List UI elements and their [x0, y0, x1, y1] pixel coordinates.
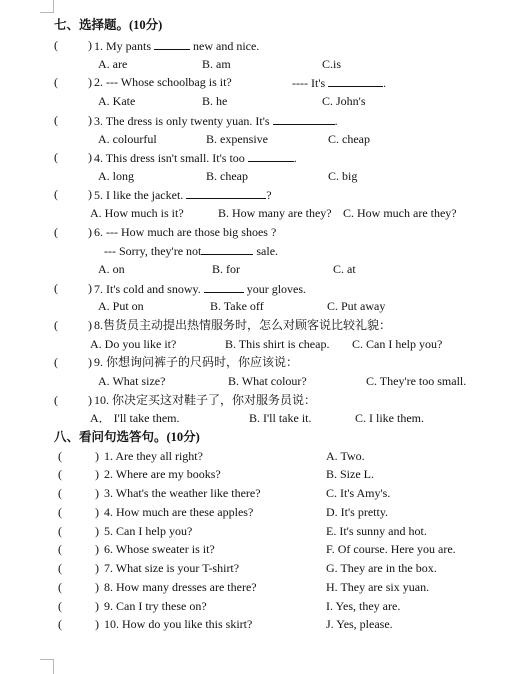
answer-blank[interactable] — [186, 187, 266, 199]
end-mark: your gloves. — [246, 282, 307, 296]
option-b: B. for — [212, 262, 240, 276]
answer-paren-close: ) — [88, 225, 92, 239]
section-heading: 七、选择题。(10分) — [54, 18, 163, 32]
question-text: 1. Are they all right? — [104, 449, 203, 463]
crop-mark-top — [40, 0, 54, 13]
option-a: A. are — [98, 57, 128, 71]
answer-paren-open[interactable]: ( — [54, 38, 58, 52]
option-c: C. John's — [322, 94, 366, 108]
answer-blank[interactable] — [328, 75, 383, 87]
answer-paren-open[interactable]: ( — [54, 150, 58, 164]
answer-paren-close: ) — [95, 580, 99, 594]
question-text: 7. What size is your T-shirt? — [104, 561, 240, 575]
option-c: C. cheap — [328, 132, 370, 146]
answer-paren-close: ) — [88, 113, 92, 127]
reply-text: --- Sorry, they're not — [104, 244, 202, 258]
answer-choice: F. Of course. Here you are. — [326, 542, 456, 556]
option-a: A. Do you like it? — [90, 337, 177, 351]
option-b: B. What colour? — [228, 374, 307, 388]
answer-paren-close: ) — [88, 38, 92, 52]
question-text: 6. --- How much are those big shoes ? — [94, 225, 277, 239]
answer-paren-open[interactable]: ( — [54, 355, 58, 369]
answer-paren-open[interactable]: ( — [58, 505, 62, 519]
answer-paren-open[interactable]: ( — [58, 542, 62, 556]
question-stem — [94, 225, 276, 240]
crop-mark-bottom — [40, 659, 54, 674]
question-text-after: new and nice. — [193, 39, 260, 53]
answer-paren-close: ) — [88, 187, 92, 201]
option-c: C. Put away — [327, 299, 386, 313]
question-text: 4. This dress isn't small. It's too — [94, 151, 245, 165]
option-a: A. Put on — [98, 299, 144, 313]
answer-paren-open[interactable]: ( — [54, 75, 58, 89]
answer-paren-close: ) — [95, 467, 99, 481]
answer-blank[interactable] — [248, 150, 294, 162]
question-stem — [94, 113, 338, 129]
question-text: 6. Whose sweater is it? — [104, 542, 215, 556]
answer-choice: E. It's sunny and hot. — [326, 524, 427, 538]
end-mark: . — [383, 76, 387, 90]
answer-choice: B. Size L. — [326, 467, 374, 481]
end-mark: ? — [266, 188, 272, 202]
question-stem — [94, 150, 297, 166]
end-mark: sale. — [256, 244, 279, 258]
option-b: B. he — [202, 94, 228, 108]
answer-paren-open[interactable]: ( — [58, 486, 62, 500]
question-stem — [94, 393, 316, 408]
reply-line — [104, 243, 278, 259]
answer-blank[interactable] — [154, 38, 190, 50]
answer-paren-open[interactable]: ( — [58, 561, 62, 575]
answer-paren-open[interactable]: ( — [58, 580, 62, 594]
option-b: B. cheap — [206, 169, 248, 183]
option-b: B. How many are they? — [218, 206, 332, 220]
answer-paren-open[interactable]: ( — [54, 281, 58, 295]
answer-paren-close: ) — [95, 524, 99, 538]
option-c: C. How much are they? — [343, 206, 457, 220]
answer-paren-close: ) — [88, 318, 92, 332]
answer-paren-close: ) — [95, 599, 99, 613]
answer-choice: A. Two. — [326, 449, 365, 463]
question-stem — [94, 38, 259, 54]
option-b: B. This shirt is cheap. — [225, 337, 330, 351]
question-stem — [94, 281, 306, 297]
section-heading: 八、看问句选答句。(10分) — [54, 430, 200, 444]
end-mark: . — [334, 114, 338, 128]
option-c: C.is — [322, 57, 342, 71]
answer-choice: G. They are in the box. — [326, 561, 437, 575]
reply-line — [292, 75, 386, 91]
question-text: 2. Where are my books? — [104, 467, 221, 481]
option-b: B. I'll take it. — [249, 411, 312, 425]
option-a: A. What size? — [98, 374, 166, 388]
answer-paren-open[interactable]: ( — [58, 524, 62, 538]
answer-paren-open[interactable]: ( — [58, 599, 62, 613]
answer-paren-close: ) — [88, 75, 92, 89]
answer-paren-open[interactable]: ( — [54, 225, 58, 239]
option-c: C. big — [328, 169, 358, 183]
question-text: 8. How many dresses are there? — [104, 580, 257, 594]
end-mark: . — [293, 151, 297, 165]
option-a: A. Kate — [98, 94, 136, 108]
question-text: 1. My pants — [94, 39, 151, 53]
question-text: 7. It's cold and snowy. — [94, 282, 201, 296]
answer-paren-close: ) — [95, 561, 99, 575]
question-stem — [94, 187, 272, 203]
answer-paren-close: ) — [95, 486, 99, 500]
question-text: 8.售货员主动提出热情服务时，怎么对顾客说比较礼貌： — [94, 318, 392, 332]
answer-paren-close: ) — [95, 542, 99, 556]
answer-choice: C. It's Amy's. — [326, 486, 391, 500]
answer-blank[interactable] — [273, 113, 335, 125]
option-b: B. am — [202, 57, 231, 71]
answer-choice: I. Yes, they are. — [326, 599, 401, 613]
option-b: B. Take off — [210, 299, 264, 313]
answer-paren-open[interactable]: ( — [58, 467, 62, 481]
reply-text: ---- It's — [292, 76, 326, 90]
answer-paren-open[interactable]: ( — [54, 187, 58, 201]
answer-paren-close: ) — [88, 150, 92, 164]
answer-paren-close: ) — [95, 617, 99, 631]
question-text: 4. How much are these apples? — [104, 505, 254, 519]
option-c: C. Can I help you? — [352, 337, 443, 351]
option-a: A. How much is it? — [90, 206, 184, 220]
question-text: 2. --- Whose schoolbag is it? — [94, 75, 232, 89]
answer-choice: J. Yes, please. — [326, 617, 393, 631]
answer-paren-close: ) — [88, 281, 92, 295]
answer-paren-open[interactable]: ( — [54, 113, 58, 127]
question-stem — [94, 355, 298, 370]
option-a: A． I'll take them. — [90, 411, 180, 425]
answer-paren-close: ) — [95, 505, 99, 519]
option-c: C. I like them. — [355, 411, 424, 425]
question-text: 3. The dress is only twenty yuan. It's — [94, 114, 270, 128]
question-text: 5. I like the jacket. — [94, 188, 184, 202]
option-c: C. at — [333, 262, 356, 276]
answer-paren-close: ) — [95, 449, 99, 463]
answer-paren-open[interactable]: ( — [58, 617, 62, 631]
question-stem — [94, 318, 391, 333]
question-text: 5. Can I help you? — [104, 524, 193, 538]
question-text: 10. 你决定买这对鞋子了，你对服务员说： — [94, 393, 317, 407]
option-a: A. colourful — [98, 132, 157, 146]
option-b: B. expensive — [206, 132, 268, 146]
question-text: 10. How do you like this skirt? — [104, 617, 253, 631]
answer-blank[interactable] — [204, 281, 244, 293]
answer-paren-close: ) — [88, 355, 92, 369]
option-a: A. long — [98, 169, 134, 183]
answer-choice: H. They are six yuan. — [326, 580, 430, 594]
answer-blank[interactable] — [201, 243, 253, 255]
answer-paren-open[interactable]: ( — [54, 393, 58, 407]
option-a: A. on — [98, 262, 125, 276]
answer-choice: D. It's pretty. — [326, 505, 389, 519]
question-text: 9. Can I try these on? — [104, 599, 207, 613]
question-text: 3. What's the weather like there? — [104, 486, 261, 500]
answer-paren-open[interactable]: ( — [58, 449, 62, 463]
option-c: C. They're too small. — [366, 374, 467, 388]
question-text: 9. 你想询问裤子的尺码时，你应该说： — [94, 355, 299, 369]
answer-paren-close: ) — [88, 393, 92, 407]
answer-paren-open[interactable]: ( — [54, 318, 58, 332]
question-stem — [94, 75, 232, 90]
